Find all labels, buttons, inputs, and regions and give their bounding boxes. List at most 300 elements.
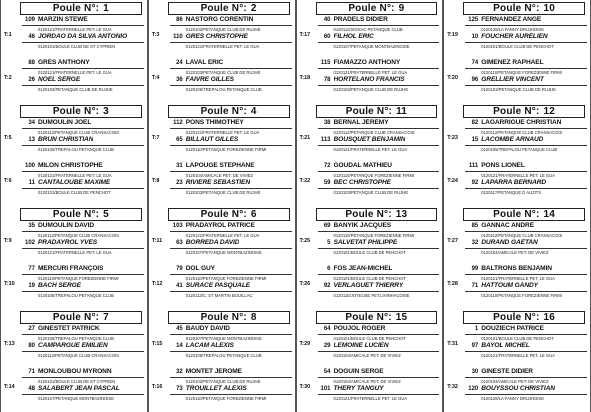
player-number: 30	[471, 369, 479, 375]
player-club: 0120121/FRATERNELLE PET. LE GUA	[38, 173, 112, 178]
player-club: 0120105/TREPALOU PETANQUE CLUB	[185, 87, 262, 92]
table-number: T:13	[4, 341, 15, 347]
poule-label: Poule N°:	[200, 209, 247, 220]
player-row	[318, 33, 440, 43]
player-number: 77	[28, 266, 35, 272]
player-number: 88	[28, 60, 35, 66]
player-name: GINESTE DIDIER	[481, 368, 533, 375]
player-number: 102	[24, 240, 35, 246]
player-row	[318, 385, 440, 395]
poule-label: Poule N°:	[200, 106, 247, 117]
player-name: MERCURI FRANÇOIS	[38, 265, 104, 272]
player-row	[465, 136, 587, 146]
player-row	[22, 222, 144, 232]
table-block	[300, 16, 440, 59]
player-club: 0120107/PETANQUE MONTBAZINOISE	[185, 336, 262, 341]
player-name: BEC CHRISTOPHE	[333, 179, 391, 186]
player-name: BOUSQUET BENJAMIN	[333, 136, 406, 143]
player-number: 23	[176, 180, 183, 186]
player-number: 26	[28, 77, 35, 83]
poule-title	[316, 105, 438, 118]
poule-title	[168, 2, 290, 15]
player-club: 0120121/FRATERNELLE PET. LE GUA	[38, 250, 112, 255]
poule-card	[148, 0, 296, 103]
player-row	[318, 368, 440, 378]
player-name: DUMOULIN DAVID	[38, 222, 94, 229]
table-number: T:3	[151, 32, 160, 38]
table-number: T:11	[151, 238, 163, 244]
table-number: T:2	[4, 75, 12, 81]
poule-label: Poule N°:	[200, 312, 247, 323]
poule-label: Poule N°:	[345, 312, 392, 323]
player-number: 71	[28, 369, 35, 375]
poule-number: 13	[395, 209, 408, 220]
table-block	[300, 119, 440, 162]
player-row	[465, 385, 587, 395]
player-row	[170, 16, 292, 26]
player-row	[465, 342, 587, 352]
player-number: 36	[176, 77, 183, 83]
player-club: 0120105/TREPALOU PETANQUE CLUB	[481, 147, 558, 152]
player-name: FILHOL ERIC	[333, 33, 374, 40]
table-number: T:18	[299, 75, 311, 81]
player-row	[318, 136, 440, 146]
poule-number: 7	[103, 312, 109, 323]
poule-title	[463, 105, 585, 118]
poule-card	[148, 206, 296, 309]
player-club: 0120103/PETANQUE CLUB DE RUJHE	[333, 87, 409, 92]
table-block	[152, 162, 292, 205]
poule-title	[316, 208, 438, 221]
player-number: 13	[28, 137, 35, 143]
table-number: T:30	[299, 384, 311, 390]
player-row	[170, 119, 292, 129]
poule-card	[296, 206, 444, 309]
player-name: LAPOUGE STÉPHANE	[185, 162, 255, 169]
player-name: LEMOINE LUCIEN	[333, 342, 389, 349]
player-name: DOUZIECH PATRICE	[481, 325, 544, 332]
player-number: 92	[471, 180, 479, 186]
player-number: 80	[28, 343, 35, 349]
poule-number: 4	[250, 106, 257, 117]
player-number: 64	[323, 326, 331, 332]
table-number: T:7	[151, 135, 160, 141]
poule-number: 1	[103, 3, 109, 14]
table-block	[300, 222, 440, 265]
player-name: LAPARRA BERNARD	[481, 179, 547, 186]
player-number: 32	[176, 369, 183, 375]
player-name: GRELLIER VINCENT	[481, 76, 544, 83]
player-club: 0120113/C. ST MARTIN BOUILLAC	[185, 293, 253, 298]
table-number: T:27	[447, 238, 458, 244]
player-club: 0120112/PETANQUE CLUB CRANSACOIS	[481, 233, 563, 238]
player-club: 0120103/PETANQUE CLUB DE RUJHE	[185, 27, 261, 32]
player-number: 32	[471, 240, 479, 246]
player-club: 0120121/FRATERNELLE PET. LE GUA	[185, 130, 260, 135]
player-club: 0120103/PETANQUE CLUB DE RUJHE	[333, 190, 409, 195]
table-number: T:16	[151, 384, 163, 390]
player-number: 14	[176, 343, 183, 349]
poule-number: 11	[396, 106, 408, 117]
poule-label: Poule N°:	[348, 3, 395, 14]
player-name: BOUYSSOU CHRISTIAN	[481, 385, 555, 392]
player-club: 0120128/LA FANNY DRUJHOISE	[481, 27, 545, 32]
player-club: 0120121/FRATERNELLE PET. LE GUA	[481, 173, 555, 178]
player-club: 0120101/BOULE CLUB DE PENCHOT	[38, 190, 111, 195]
table-number: T:1	[4, 32, 12, 38]
player-name: GANNAC ANDRÉ	[481, 222, 535, 229]
poule-title	[463, 208, 585, 221]
player-club: 0120110/JOYEUSE PET.LIVINHACOISE	[333, 293, 410, 298]
poule-label: Poule N°:	[345, 209, 392, 220]
player-number: 96	[471, 77, 479, 83]
player-name: FERNANDEZ ANGE	[481, 16, 542, 23]
poule-label: Poule N°:	[52, 209, 100, 220]
player-row	[170, 76, 292, 86]
player-name: LACAM ALEXIS	[185, 342, 234, 349]
table-number: T:31	[447, 341, 458, 347]
player-number: 100	[24, 163, 35, 169]
player-name: DOGUIN SERGE	[333, 368, 384, 375]
player-club: 0120103/PETANQUE CLUB DE RUJHE	[185, 379, 261, 384]
table-block	[447, 162, 587, 205]
player-name: FAIVRE GILLES	[185, 76, 234, 83]
player-club: 0120121/FRATERNELLE PET. LE GUA	[333, 396, 408, 401]
player-row	[318, 325, 440, 335]
player-club: 0120110/PETANQUE FOREZIENNE FIRMI	[38, 276, 119, 281]
table-number: T:17	[299, 32, 311, 38]
poule-number: 3	[103, 106, 109, 117]
player-club: 0120121/FRATERNELLE PET. LE GUA	[38, 27, 112, 32]
poule-title	[20, 208, 142, 221]
player-row	[22, 265, 144, 275]
player-number: 1	[474, 326, 479, 332]
player-club: 0120101/BOULE CLUB DE ST CYPRIEN	[38, 379, 116, 384]
player-number: 6	[327, 266, 331, 272]
poule-number: 10	[543, 3, 556, 14]
player-club: 0120121/FRATERNELLE PET. LE GUA	[185, 233, 260, 238]
player-number: 15	[471, 137, 479, 143]
player-row	[465, 33, 587, 43]
player-club: 0120101/BOULE CLUB DE ST CYPRIEN	[38, 44, 116, 49]
player-club: 0120110/PETANQUE FOREZIENNE FIRMI	[481, 70, 562, 75]
player-name: RIVIERE SÉBASTIEN	[185, 179, 251, 186]
player-number: 5	[327, 240, 331, 246]
poule-title	[463, 311, 585, 324]
player-row	[170, 325, 292, 335]
player-row	[465, 76, 587, 86]
poule-card	[148, 103, 296, 206]
player-number: 31	[176, 163, 183, 169]
player-club: 0120121/FRATERNELLE PET. LE GUA	[185, 44, 260, 49]
player-row	[170, 179, 292, 189]
player-club: 0120105/TREPALOU PETANQUE CLUB	[38, 147, 114, 152]
table-number: T:15	[151, 341, 163, 347]
poule-number: 12	[543, 106, 556, 117]
player-name: THERY TANGUY	[333, 385, 384, 392]
player-number: 86	[176, 17, 183, 23]
player-club: 0120105/TREPALOU PETANQUE CLUB	[38, 293, 114, 298]
poule-card	[443, 309, 591, 412]
player-row	[465, 222, 587, 232]
player-number: 113	[320, 137, 331, 143]
player-name: POUJOL ROGER	[333, 325, 386, 332]
poule-label: Poule N°:	[493, 312, 540, 323]
player-row	[465, 265, 587, 275]
player-number: 112	[173, 120, 183, 126]
player-row	[22, 239, 144, 249]
player-row	[170, 368, 292, 378]
player-row	[465, 16, 587, 26]
player-club: 0120121/FRATERNELLE PET. LE GUA	[333, 70, 408, 75]
player-row	[170, 265, 292, 275]
table-block	[152, 368, 292, 411]
poule-card	[148, 309, 296, 412]
player-club: 0120104/AMICALE PET. DE VIVIEZ	[481, 250, 549, 255]
player-number: 74	[471, 60, 479, 66]
player-name: DUMOULIN JOEL	[38, 119, 92, 126]
player-row	[170, 282, 292, 292]
player-row	[465, 368, 587, 378]
table-number: T:8	[151, 178, 160, 184]
player-club: 0120112/PETANQUE CLUB CRANSACOIS	[38, 130, 120, 135]
player-name: BAYOL MICHEL	[481, 342, 530, 349]
player-name: GIMENEZ RAPHAEL	[481, 59, 544, 66]
player-row	[170, 136, 292, 146]
player-club: 0120112/PETANQUE CLUB CRANSACOIS	[38, 353, 120, 358]
player-club: 0120103/PETANQUE CLUB DE RUJHE	[185, 70, 261, 75]
poule-title	[20, 2, 142, 15]
table-number: T:10	[4, 281, 15, 287]
table-block	[152, 16, 292, 59]
player-club: 0120112/PETANQUE CLUB CRANSACOIS	[333, 130, 415, 135]
player-name: BRUN CHRISTIAN	[38, 136, 94, 143]
player-row	[22, 162, 144, 172]
player-number: 125	[468, 17, 479, 23]
player-name: MILON CHRISTOPHE	[38, 162, 103, 169]
player-row	[465, 119, 587, 129]
player-row	[318, 16, 440, 26]
poule-number: 8	[250, 312, 257, 323]
table-number: T:5	[4, 135, 12, 141]
poule-number: 6	[250, 209, 257, 220]
player-row	[318, 76, 440, 86]
player-row	[22, 385, 144, 395]
table-number: T:19	[447, 32, 458, 38]
table-number: T:22	[299, 178, 311, 184]
player-club: 0120121/FRATERNELLE PET. LE GUA	[38, 70, 112, 75]
table-block	[4, 162, 144, 205]
table-block	[447, 368, 587, 411]
player-number: 35	[28, 223, 35, 229]
poule-title	[463, 2, 585, 15]
table-block	[4, 16, 144, 59]
table-block	[447, 325, 587, 368]
poule-card	[0, 103, 148, 206]
player-number: 45	[176, 326, 183, 332]
player-name: PRADAYROL PATRICE	[185, 222, 255, 229]
player-row	[318, 179, 440, 189]
player-club: 0120121/FRATERNELLE PET. LE GUA	[333, 147, 408, 152]
player-number: 10	[471, 34, 479, 40]
poule-title	[168, 208, 290, 221]
player-club: 0120104/AMICALE PET. DE VIVIEZ	[185, 173, 254, 178]
player-number: 65	[176, 137, 183, 143]
poule-title	[316, 2, 438, 15]
table-block	[447, 222, 587, 265]
player-row	[465, 282, 587, 292]
player-number: 38	[323, 120, 331, 126]
poule-number: 15	[395, 312, 408, 323]
table-block	[152, 325, 292, 368]
player-club: 0120103/PETANQUE CLUB DE RUJHE	[481, 87, 556, 92]
player-club: 0120107/PETANQUE MONTBAZINOISE	[38, 396, 115, 401]
player-number: 101	[320, 386, 331, 392]
player-number: 27	[28, 326, 35, 332]
player-number: 24	[176, 60, 183, 66]
player-number: 54	[323, 369, 331, 375]
player-name: BALTRONS BENJAMIN	[481, 265, 552, 272]
poule-title	[168, 311, 290, 324]
player-number: 79	[176, 266, 183, 272]
player-number: 82	[471, 120, 479, 126]
player-name: PRADAYROL YVES	[38, 239, 98, 246]
player-name: TROUILLET ALEXIS	[185, 385, 247, 392]
player-row	[465, 162, 587, 172]
player-name: FOS JEAN-MICHEL	[333, 265, 393, 272]
poule-card	[443, 103, 591, 206]
poule-number: 2	[250, 3, 257, 14]
player-name: DURAND GAËTAN	[481, 239, 538, 246]
player-number: 60	[323, 34, 331, 40]
poule-number: 16	[543, 312, 556, 323]
player-name: MONLOUBOU MYRONN	[38, 368, 112, 375]
table-block	[300, 162, 440, 205]
poule-label: Poule N°:	[52, 312, 100, 323]
poule-title	[20, 311, 142, 324]
player-name: VERLAGUET THIERRY	[333, 282, 404, 289]
table-number: T:26	[299, 281, 311, 287]
player-name: BANYIK JACQUES	[333, 222, 392, 229]
table-block	[300, 325, 440, 368]
player-number: 73	[176, 386, 183, 392]
player-row	[465, 239, 587, 249]
table-block	[447, 265, 587, 308]
player-number: 92	[323, 283, 331, 289]
player-name: PRADELS DIDIER	[333, 16, 388, 23]
player-club: 0120104/AMICALE PET. DE VIVIEZ	[481, 379, 549, 384]
table-block	[4, 325, 144, 368]
player-row	[22, 282, 144, 292]
player-row	[318, 342, 440, 352]
player-row	[22, 325, 144, 335]
player-name: LAGARRIGUE CHRISTIAN	[481, 119, 562, 126]
player-number: 99	[471, 266, 479, 272]
player-name: MONTET JEROME	[185, 368, 242, 375]
player-name: GINESTET PATRICK	[38, 325, 100, 332]
player-name: FIAMAZZO ANTHONY	[333, 59, 401, 66]
player-club: 0120101/BOULE CLUB DE PENCHOT	[481, 44, 554, 49]
table-block	[4, 119, 144, 162]
player-row	[170, 222, 292, 232]
player-name: SALVETAT PHILIPPE	[333, 239, 398, 246]
table-block	[4, 59, 144, 102]
poule-number: 14	[543, 209, 556, 220]
table-number: T:23	[447, 135, 458, 141]
player-row	[318, 119, 440, 129]
player-club: 0120101/BOULE CLUB DE PENCHOT	[481, 336, 554, 341]
player-club: 0120104/AMICALE PET. DE VIVIEZ	[333, 353, 401, 358]
player-number: 115	[320, 60, 331, 66]
player-number: 71	[471, 283, 479, 289]
player-row	[318, 282, 440, 292]
player-row	[170, 239, 292, 249]
table-number: T:14	[4, 384, 15, 390]
player-name: DOL GUY	[185, 265, 215, 272]
table-block	[4, 222, 144, 265]
player-club: 0120104/AMICALE PET. DE VIVIEZ	[333, 379, 401, 384]
table-block	[152, 59, 292, 102]
player-club: 0120112/PETANQUE CLUB CRANSACOIS	[481, 130, 563, 135]
player-name: HATTOUM GANDY	[481, 282, 538, 289]
player-row	[22, 119, 144, 129]
table-number: T:32	[447, 384, 458, 390]
poule-label: Poule N°:	[493, 106, 540, 117]
player-club: 0120103/PETANQUE CLUB DE RUJHE	[185, 190, 261, 195]
player-row	[318, 222, 440, 232]
player-row	[318, 162, 440, 172]
player-club: 0120117/PETANQUE D AUZITS	[481, 190, 542, 195]
player-club: 0120101/BOULE CLUB DE PENCHOT	[333, 336, 407, 341]
table-block	[152, 222, 292, 265]
player-number: 48	[28, 386, 35, 392]
table-number: T:29	[299, 341, 311, 347]
table-block	[4, 368, 144, 411]
table-number: T:20	[447, 75, 458, 81]
player-name: HORTELANO FRANCIS	[333, 76, 405, 83]
player-club: 0120101/BOULE CLUB DE PENCHOT	[333, 276, 407, 281]
player-number: 78	[323, 77, 331, 83]
table-block	[447, 59, 587, 102]
player-name: GRES CHRISTOPHE	[185, 33, 248, 40]
poule-card	[443, 206, 591, 309]
poule-card	[296, 309, 444, 412]
poule-number: 9	[398, 3, 405, 14]
player-club: 0120110/PETANQUE FOREZIENNE FIRMI	[185, 396, 267, 401]
player-row	[170, 33, 292, 43]
poule-card	[296, 103, 444, 206]
player-row	[465, 179, 587, 189]
table-block	[447, 16, 587, 59]
poule-card	[0, 0, 148, 103]
player-number: 41	[176, 283, 183, 289]
player-club: 0120110/PETANQUE FOREZIENNE FIRMI	[481, 293, 562, 298]
player-number: 59	[323, 180, 331, 186]
poule-card	[296, 0, 444, 103]
player-number: 109	[24, 17, 35, 23]
table-block	[4, 265, 144, 308]
player-name: SALABERT JEAN PASCAL	[38, 385, 120, 392]
table-block	[300, 59, 440, 102]
player-number: 110	[173, 34, 183, 40]
player-club: 0120107/PETANQUE MONTBAZINOISE	[333, 44, 410, 49]
poule-title	[20, 105, 142, 118]
player-name: BORREDA DAVID	[185, 239, 240, 246]
table-number: T:12	[151, 281, 163, 287]
poule-title	[168, 105, 290, 118]
poule-card	[0, 206, 148, 309]
player-club: 0120110/PETANQUE FOREZIENNE FIRMI	[333, 233, 415, 238]
